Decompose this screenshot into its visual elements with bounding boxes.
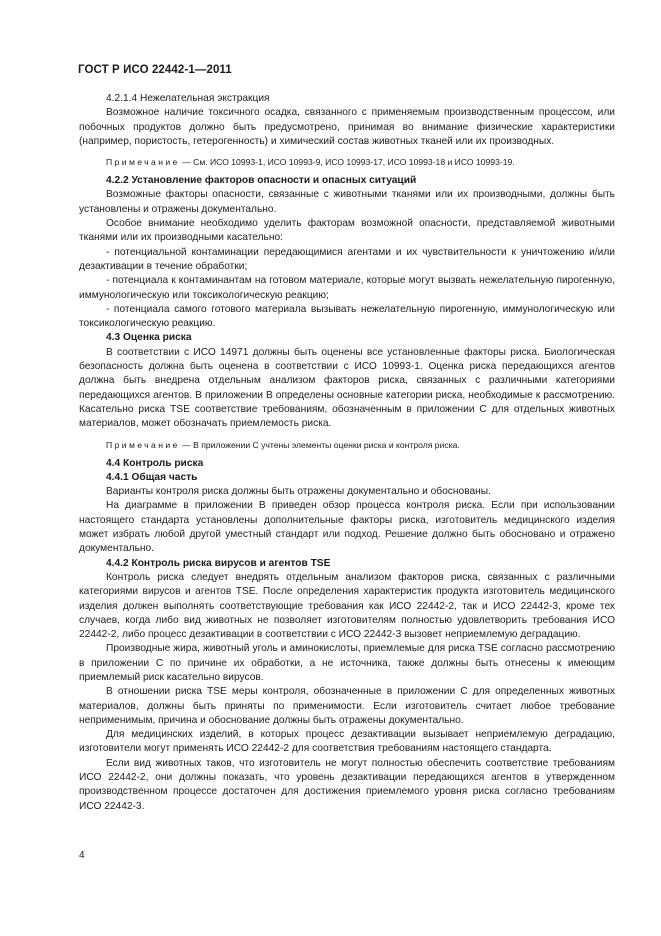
note-label: Примечание <box>106 439 180 450</box>
paragraph: В соответствии с ИСО 14971 должны быть оценены все установленные факторы риска. Биологическая безопасность должна быть оценена в соответствии с ИСО 10993-1. Оценка риска передающихся агентов должна быть внедрена отдельным анализом факторов риска, связанных с различными категориями передающихся агентов. В приложении В определены основные категории риска, необходимые к рассмотрению. Касательно риска TSE соответствие требованиям, обозначенным в приложении С для отдельных животных материалов, может обозначать приемлемость риска. <box>79 346 615 430</box>
paragraph: Возможные факторы опасности, связанные с животными тканями или их производными, должны быть установлены и отражены документально. <box>79 189 615 215</box>
paragraph: Особое внимание необходимо уделить факторам возможной опасности, представляемой животными тканями или их производными касательно: <box>79 218 615 244</box>
paragraph: - потенциальной контаминации передающимися агентами и их чувствительности к уничтожению и/или дезактивации в течение обработки; <box>79 246 615 272</box>
paragraph: Варианты контроля риска должны быть отражены документально и обоснованы. <box>106 486 491 498</box>
paragraph: Возможное наличие токсичного осадка, связанного с применяемым производственным процессом, или побочных продуктов должно быть предусмотрено, принимая во внимание физические характеристики (например, пористость, гетерогенность) и химический состав животных тканей или их производных. <box>79 107 615 147</box>
note <box>79 156 615 168</box>
page-number: 4 <box>79 850 85 861</box>
section-heading: 4.4 Контроль риска <box>106 457 204 469</box>
paragraph: В отношении риска TSE меры контроля, обозначенные в приложении С для определенных животных материалов, должны быть приняты по применимости. Если изготовитель считает любое требование неприменимым, причина и обоснование должны быть отражены документально. <box>79 686 615 726</box>
paragraph: Производные жира, животный уголь и аминокислоты, приемлемые для риска TSE согласно рассмотрению в приложении С по причине их обработки, а не источника, также должны быть отнесены к имеющим приемлемый риск касательно вирусов. <box>79 643 615 683</box>
paragraph: На диаграмме в приложении В приведен обзор процесса контроля риска. Если при использовании настоящего стандарта установлены дополнительные факторы риска, изготовитель медицинского изделия может избрать любой другой уместный стандарт или подход. Решение должно быть обосновано и отражено документально. <box>79 500 615 555</box>
paragraph: - потенциала к контаминантам на готовом материале, которые могут вызвать нежелательную пирогенную, иммунологическую или токсикологическую реакцию; <box>79 275 615 301</box>
section-heading: 4.4.1 Общая часть <box>106 471 198 483</box>
section-heading: 4.3 Оценка риска <box>106 332 192 344</box>
note-label: Примечание <box>106 157 180 168</box>
note-text: — В приложении С учтены элементы оценки риска и контроля риска. <box>179 439 460 450</box>
section-heading: 4.2.2 Установление факторов опасности и опасных ситуаций <box>106 175 417 187</box>
paragraph: Для медицинских изделий, в которых процесс дезактивации вызывает неприемлемую деградацию, изготовители могут применять ИСО 22442-2 для соответствия требованиям настоящего стандарта. <box>79 729 615 755</box>
note <box>79 439 615 451</box>
paragraph: Контроль риска следует внедрять отдельным анализом факторов риска, связанных с различными категориями вирусов и агентов TSE. После определения характеристик продукта изготовитель медицинского изделия должен выполнять соответствующие требования как ИСО 22442-2, так и ИСО 22442-3, кроме тех случаев, когда либо вид животных не позволяет изготовителям полностью удовлетворить требования ИСО 22442-2, либо процесс дезактивации в соответствии с ИСО 22442-3 вызовет неприемлемую деградацию. <box>79 571 615 641</box>
document-header: ГОСТ Р ИСО 22442-1—2011 <box>78 64 232 76</box>
document-body <box>79 92 615 814</box>
section-heading: 4.4.2 Контроль риска вирусов и агентов TSE <box>106 557 331 569</box>
paragraph: - потенциала самого готового материала вызывать нежелательную пирогенную, иммунологическую или токсикологическую реакцию. <box>79 303 615 330</box>
note-text: — См. ИСО 10993-1, ИСО 10993-9, ИСО 10993-17, ИСО 10993-18 и ИСО 10993-19. <box>179 157 515 168</box>
section-heading: 4.2.1.4 Нежелательная экстракция <box>106 93 270 104</box>
paragraph: Если вид животных таков, что изготовитель не могут полностью обеспечить соответствие требованиям ИСО 22442-2, они должны показать, что уровень дезактивации передающихся агентов в утвержденном производственном процессе достаточен для достижения приемлемого уровня риска согласно требованиям ИСО 22442-3. <box>79 757 615 812</box>
